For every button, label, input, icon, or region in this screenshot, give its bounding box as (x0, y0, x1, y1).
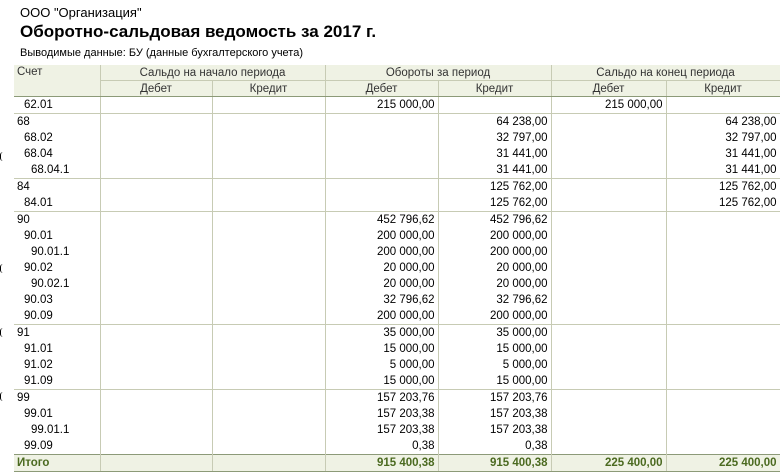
opening-debit-cell (100, 212, 212, 229)
closing-credit-cell (666, 308, 780, 325)
turnover-debit-cell (325, 162, 438, 179)
opening-debit-cell (100, 341, 212, 357)
closing-credit-cell: 31 441,00 (666, 162, 780, 179)
total-closing-debit: 225 400,00 (551, 455, 666, 472)
closing-debit-cell (551, 341, 666, 357)
table-row[interactable] (14, 195, 780, 212)
table-row[interactable] (14, 422, 780, 438)
table-row[interactable] (14, 357, 780, 373)
table-row[interactable] (14, 390, 780, 407)
report-parameters: Выводимые данные: БУ (данные бухгалтерского учета) (20, 47, 303, 59)
turnover-debit-cell: 157 203,38 (325, 406, 438, 422)
account-code: 99.09 (14, 438, 100, 455)
closing-credit-cell (666, 97, 780, 114)
opening-credit-cell (212, 292, 325, 308)
turnover-credit-cell: 200 000,00 (438, 244, 551, 260)
table-row[interactable] (14, 341, 780, 357)
turnover-debit-cell: 20 000,00 (325, 276, 438, 292)
turnover-debit-cell (325, 130, 438, 146)
table-row[interactable] (14, 97, 780, 114)
turnover-credit-cell: 15 000,00 (438, 373, 551, 390)
group-bracket-icon[interactable] (0, 264, 4, 273)
closing-debit-cell (551, 212, 666, 229)
report-title: Оборотно-сальдовая ведомость за 2017 г. (20, 22, 377, 41)
closing-credit-cell (666, 212, 780, 229)
opening-credit-cell (212, 195, 325, 212)
account-code: 90 (14, 212, 100, 229)
closing-credit-cell (666, 373, 780, 390)
turnover-credit-cell: 15 000,00 (438, 341, 551, 357)
opening-credit-cell (212, 130, 325, 146)
turnover-credit-cell: 125 762,00 (438, 195, 551, 212)
opening-debit-cell (100, 162, 212, 179)
opening-debit-cell (100, 406, 212, 422)
turnover-credit-cell: 64 238,00 (438, 114, 551, 131)
closing-debit-cell (551, 146, 666, 162)
opening-credit-cell (212, 325, 325, 342)
header-closing-balance[interactable]: Сальдо на конец периода (551, 65, 780, 81)
closing-debit-cell (551, 292, 666, 308)
closing-debit-cell (551, 244, 666, 260)
closing-debit-cell (551, 308, 666, 325)
account-code: 68.04.1 (14, 162, 100, 179)
account-code: 62.01 (14, 97, 100, 114)
turnover-debit-cell: 0,38 (325, 438, 438, 455)
opening-credit-cell (212, 244, 325, 260)
table-row[interactable] (14, 130, 780, 146)
table-row[interactable] (14, 276, 780, 292)
opening-credit-cell (212, 357, 325, 373)
header-account[interactable]: Счет (14, 65, 100, 97)
closing-debit-cell (551, 357, 666, 373)
turnover-debit-cell (325, 179, 438, 196)
opening-debit-cell (100, 195, 212, 212)
turnover-debit-cell: 200 000,00 (325, 244, 438, 260)
closing-credit-cell (666, 357, 780, 373)
opening-debit-cell (100, 276, 212, 292)
total-turnover-debit: 915 400,38 (325, 455, 438, 472)
table-row[interactable] (14, 244, 780, 260)
header-turnover[interactable]: Обороты за период (325, 65, 551, 81)
closing-credit-cell: 125 762,00 (666, 179, 780, 196)
account-code: 90.02.1 (14, 276, 100, 292)
opening-credit-cell (212, 373, 325, 390)
closing-debit-cell (551, 228, 666, 244)
closing-debit-cell (551, 114, 666, 131)
table-row[interactable] (14, 292, 780, 308)
turnover-credit-cell: 31 441,00 (438, 162, 551, 179)
opening-debit-cell (100, 373, 212, 390)
opening-credit-cell (212, 406, 325, 422)
closing-debit-cell (551, 195, 666, 212)
closing-credit-cell (666, 228, 780, 244)
closing-credit-cell (666, 260, 780, 276)
turnover-credit-cell: 31 441,00 (438, 146, 551, 162)
turnover-credit-cell: 200 000,00 (438, 308, 551, 325)
opening-credit-cell (212, 146, 325, 162)
total-turnover-credit: 915 400,38 (438, 455, 551, 472)
turnover-credit-cell: 32 796,62 (438, 292, 551, 308)
turnover-debit-cell (325, 195, 438, 212)
table-row[interactable] (14, 179, 780, 196)
closing-debit-cell (551, 422, 666, 438)
turnover-credit-cell: 20 000,00 (438, 276, 551, 292)
closing-credit-cell (666, 341, 780, 357)
turnover-debit-cell: 15 000,00 (325, 373, 438, 390)
opening-credit-cell (212, 422, 325, 438)
account-code: 91.09 (14, 373, 100, 390)
account-code: 84 (14, 179, 100, 196)
total-opening-debit (100, 455, 212, 472)
opening-credit-cell (212, 260, 325, 276)
opening-debit-cell (100, 438, 212, 455)
header-opening-debit[interactable]: Дебет (100, 81, 212, 97)
turnover-debit-cell: 200 000,00 (325, 308, 438, 325)
turnover-debit-cell: 200 000,00 (325, 228, 438, 244)
turnover-credit-cell (438, 97, 551, 114)
opening-debit-cell (100, 292, 212, 308)
turnover-credit-cell: 0,38 (438, 438, 551, 455)
opening-credit-cell (212, 308, 325, 325)
account-code: 91.02 (14, 357, 100, 373)
opening-debit-cell (100, 357, 212, 373)
opening-credit-cell (212, 114, 325, 131)
table-row[interactable] (14, 260, 780, 276)
account-code: 68.04 (14, 146, 100, 162)
header-opening-balance[interactable]: Сальдо на начало периода (100, 65, 325, 81)
turnover-debit-cell: 20 000,00 (325, 260, 438, 276)
closing-credit-cell (666, 292, 780, 308)
opening-debit-cell (100, 146, 212, 162)
closing-debit-cell: 215 000,00 (551, 97, 666, 114)
closing-credit-cell: 125 762,00 (666, 195, 780, 212)
turnover-debit-cell: 452 796,62 (325, 212, 438, 229)
turnover-credit-cell: 125 762,00 (438, 179, 551, 196)
opening-debit-cell (100, 390, 212, 407)
table-row[interactable] (14, 438, 780, 455)
closing-credit-cell (666, 438, 780, 455)
opening-debit-cell (100, 260, 212, 276)
table-row[interactable] (14, 114, 780, 131)
turnover-debit-cell (325, 114, 438, 131)
account-code: 90.01.1 (14, 244, 100, 260)
turnover-credit-cell: 32 797,00 (438, 130, 551, 146)
closing-debit-cell (551, 390, 666, 407)
opening-credit-cell (212, 438, 325, 455)
closing-debit-cell (551, 130, 666, 146)
closing-debit-cell (551, 325, 666, 342)
header-opening-credit[interactable]: Кредит (212, 81, 325, 97)
turnover-debit-cell: 157 203,38 (325, 422, 438, 438)
turnover-debit-cell: 32 796,62 (325, 292, 438, 308)
closing-debit-cell (551, 260, 666, 276)
account-code: 99.01.1 (14, 422, 100, 438)
closing-credit-cell (666, 276, 780, 292)
opening-credit-cell (212, 228, 325, 244)
account-code: 68.02 (14, 130, 100, 146)
header-closing-debit[interactable]: Дебет (551, 81, 666, 97)
closing-debit-cell (551, 162, 666, 179)
turnover-credit-cell: 157 203,38 (438, 422, 551, 438)
header-closing-credit[interactable]: Кредит (666, 81, 780, 97)
table-row[interactable] (14, 373, 780, 390)
total-label: Итого (14, 455, 100, 472)
closing-credit-cell (666, 390, 780, 407)
total-closing-credit: 225 400,00 (666, 455, 780, 472)
opening-debit-cell (100, 179, 212, 196)
turnover-debit-cell: 5 000,00 (325, 357, 438, 373)
opening-debit-cell (100, 228, 212, 244)
turnover-credit-cell: 20 000,00 (438, 260, 551, 276)
account-code: 91.01 (14, 341, 100, 357)
total-opening-credit (212, 455, 325, 472)
table-row[interactable] (14, 228, 780, 244)
turnover-credit-cell: 5 000,00 (438, 357, 551, 373)
opening-credit-cell (212, 276, 325, 292)
opening-credit-cell (212, 212, 325, 229)
group-bracket-icon[interactable] (0, 152, 4, 161)
table-row[interactable] (14, 308, 780, 325)
opening-debit-cell (100, 97, 212, 114)
opening-credit-cell (212, 179, 325, 196)
organization-name: ООО "Организация" (20, 5, 142, 20)
closing-credit-cell (666, 325, 780, 342)
opening-debit-cell (100, 325, 212, 342)
group-bracket-icon[interactable] (0, 328, 4, 337)
turnover-credit-cell: 35 000,00 (438, 325, 551, 342)
closing-debit-cell (551, 406, 666, 422)
opening-credit-cell (212, 341, 325, 357)
table-body (14, 97, 780, 455)
opening-credit-cell (212, 162, 325, 179)
turnover-debit-cell: 215 000,00 (325, 97, 438, 114)
account-code: 91 (14, 325, 100, 342)
opening-debit-cell (100, 130, 212, 146)
balance-sheet-table (14, 65, 780, 472)
turnover-credit-cell: 157 203,38 (438, 406, 551, 422)
closing-credit-cell: 32 797,00 (666, 130, 780, 146)
table-row[interactable] (14, 212, 780, 229)
group-bracket-icon[interactable] (0, 392, 4, 401)
turnover-debit-cell: 157 203,76 (325, 390, 438, 407)
account-code: 84.01 (14, 195, 100, 212)
opening-debit-cell (100, 308, 212, 325)
table-row[interactable] (14, 325, 780, 342)
account-code: 90.01 (14, 228, 100, 244)
opening-credit-cell (212, 97, 325, 114)
table-row[interactable] (14, 406, 780, 422)
turnover-debit-cell: 35 000,00 (325, 325, 438, 342)
account-code: 90.02 (14, 260, 100, 276)
account-code: 90.03 (14, 292, 100, 308)
closing-debit-cell (551, 179, 666, 196)
account-code: 99 (14, 390, 100, 407)
account-code: 68 (14, 114, 100, 131)
account-code: 99.01 (14, 406, 100, 422)
closing-debit-cell (551, 373, 666, 390)
opening-debit-cell (100, 422, 212, 438)
header-turnover-debit[interactable]: Дебет (325, 81, 438, 97)
closing-credit-cell: 31 441,00 (666, 146, 780, 162)
table-row[interactable] (14, 162, 780, 179)
header-turnover-credit[interactable]: Кредит (438, 81, 551, 97)
closing-credit-cell: 64 238,00 (666, 114, 780, 131)
opening-credit-cell (212, 390, 325, 407)
total-row[interactable] (14, 455, 780, 472)
turnover-credit-cell: 452 796,62 (438, 212, 551, 229)
closing-credit-cell (666, 422, 780, 438)
turnover-debit-cell: 15 000,00 (325, 341, 438, 357)
opening-debit-cell (100, 244, 212, 260)
account-code: 90.09 (14, 308, 100, 325)
table-row[interactable] (14, 146, 780, 162)
closing-credit-cell (666, 244, 780, 260)
opening-debit-cell (100, 114, 212, 131)
closing-credit-cell (666, 406, 780, 422)
closing-debit-cell (551, 438, 666, 455)
turnover-debit-cell (325, 146, 438, 162)
closing-debit-cell (551, 276, 666, 292)
turnover-credit-cell: 200 000,00 (438, 228, 551, 244)
turnover-credit-cell: 157 203,76 (438, 390, 551, 407)
